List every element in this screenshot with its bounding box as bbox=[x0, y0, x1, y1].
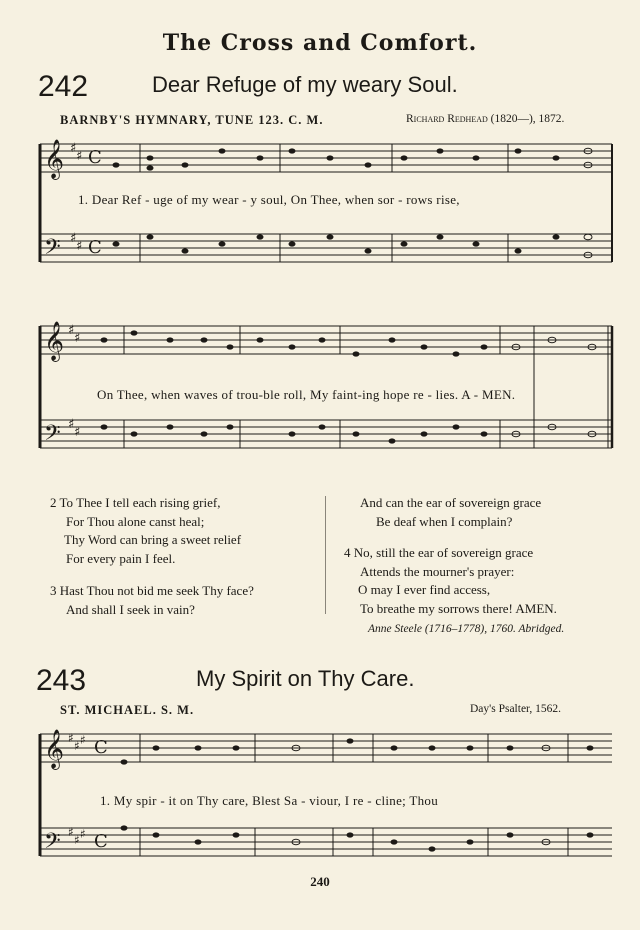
verse-line: Be deaf when I complain? bbox=[376, 513, 513, 529]
attribution: Anne Steele (1716–1778), 1760. Abridged. bbox=[368, 623, 565, 635]
svg-text:𝄢: 𝄢 bbox=[44, 235, 61, 265]
hymn-number: 242 bbox=[38, 70, 89, 103]
verse-4 bbox=[344, 544, 557, 618]
lyrics-line: 1. My spir - it on Thy care, Blest Sa - viour, I re - cline; Thou bbox=[100, 793, 439, 808]
verse-line: 3 Hast Thou not bid me seek Thy face? bbox=[50, 583, 254, 598]
lyrics-line: 1. Dear Ref - uge of my wear - y soul, On Thee, when sor - rows rise, bbox=[78, 192, 460, 207]
verse-line: Attends the mourner's prayer: bbox=[360, 563, 515, 579]
svg-text:♯: ♯ bbox=[76, 149, 83, 164]
svg-text:♯: ♯ bbox=[68, 825, 74, 839]
svg-text:♯: ♯ bbox=[70, 141, 77, 156]
svg-text:♯: ♯ bbox=[74, 425, 81, 440]
source: Day's Psalter, 1562. bbox=[470, 703, 562, 715]
svg-text:♯: ♯ bbox=[68, 417, 75, 432]
svg-text:♯: ♯ bbox=[74, 331, 81, 346]
svg-text:♯: ♯ bbox=[74, 833, 80, 847]
hymn-title: My Spirit on Thy Care. bbox=[196, 666, 415, 691]
svg-text:C: C bbox=[88, 237, 102, 258]
column-divider bbox=[325, 496, 326, 614]
verse-2 bbox=[50, 494, 241, 568]
verse-line: For Thou alone canst heal; bbox=[66, 513, 205, 529]
verse-line: O may I ever find access, bbox=[358, 582, 491, 597]
svg-text:♯: ♯ bbox=[68, 731, 74, 745]
svg-text:𝄢: 𝄢 bbox=[44, 421, 61, 451]
svg-text:𝄞: 𝄞 bbox=[44, 321, 65, 361]
music-system-243 bbox=[0, 716, 640, 866]
verse-line: Thy Word can bring a sweet relief bbox=[64, 532, 242, 547]
tune-name: BARNBY'S HYMNARY, TUNE 123. C. M. bbox=[60, 113, 324, 127]
svg-text:𝄞: 𝄞 bbox=[44, 729, 65, 769]
composer: Richard Redhead (1820—), 1872. bbox=[406, 113, 565, 125]
tune-name: ST. MICHAEL. S. M. bbox=[60, 703, 195, 717]
verse-line: To breathe my sorrows there! AMEN. bbox=[360, 600, 557, 616]
svg-text:♯: ♯ bbox=[80, 733, 86, 747]
verse-line: And shall I seek in vain? bbox=[66, 601, 195, 617]
verse-line: 2 To Thee I tell each rising grief, bbox=[50, 495, 221, 510]
hymn-number: 243 bbox=[36, 664, 87, 697]
svg-text:♯: ♯ bbox=[70, 231, 77, 246]
svg-text:♯: ♯ bbox=[74, 739, 80, 753]
svg-text:♯: ♯ bbox=[76, 239, 83, 254]
verse-3-continued bbox=[360, 494, 541, 531]
verse-line: 4 No, still the ear of sovereign grace bbox=[344, 545, 534, 560]
verse-line: And can the ear of sovereign grace bbox=[360, 495, 542, 510]
svg-text:𝄢: 𝄢 bbox=[44, 829, 61, 859]
section-header: The Cross and Comfort. bbox=[162, 30, 478, 56]
page-number: 240 bbox=[310, 874, 330, 889]
svg-text:C: C bbox=[88, 147, 102, 168]
svg-text:♯: ♯ bbox=[80, 827, 86, 841]
svg-text:♯: ♯ bbox=[68, 323, 75, 338]
verse-line: For every pain I feel. bbox=[66, 550, 176, 566]
verse-3 bbox=[50, 582, 254, 619]
lyrics-line: On Thee, when waves of trou-ble roll, My faint-ing hope re - lies. A - MEN. bbox=[97, 387, 516, 402]
hymn-title: Dear Refuge of my weary Soul. bbox=[152, 72, 458, 97]
svg-text:C: C bbox=[94, 831, 108, 852]
svg-text:𝄞: 𝄞 bbox=[44, 139, 65, 179]
svg-text:C: C bbox=[94, 737, 108, 758]
